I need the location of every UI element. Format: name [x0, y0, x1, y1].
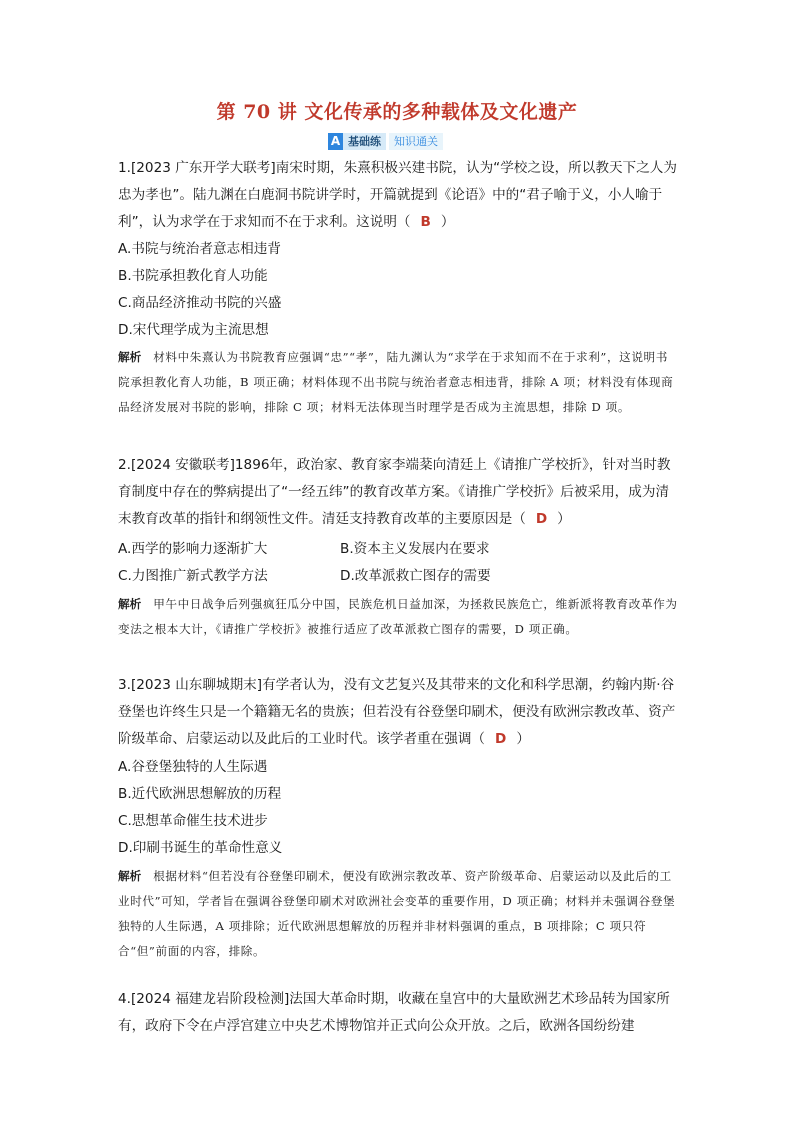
- option-a: A.西学的影响力逐渐扩大: [118, 541, 268, 557]
- explanation-label: 解析: [118, 350, 142, 364]
- question-text: 法国大革命时期，收藏在皇宫中的大量欧洲艺术珍品转为国家所有，政府下令在卢浮宫建立中央艺术博物馆并正式向公众开放。之后，欧洲各国纷纷建: [118, 991, 670, 1034]
- explanation-1: [118, 345, 678, 420]
- option-d: D.印刷书诞生的革命性意义: [118, 840, 283, 856]
- explanation-text: 根据材料“但若没有谷登堡印刷术，便没有欧洲宗教改革、资产阶级革命、启蒙运动以及此后的工业时代”可知，学者旨在强调谷登堡印刷术对欧洲社会变革的重要作用，D 项正确；材料并未强调谷登堡独特的人生际遇，A 项排除；近代欧洲思想解放的历程并非材料强调的重点，B 项排除；C 项只符合“但”前面的内容，排除。: [118, 869, 676, 958]
- badge-label-knowledge: 知识通关: [389, 133, 443, 150]
- answer: D: [535, 511, 548, 527]
- question-number: 4.: [118, 991, 131, 1007]
- explanation-label: 解析: [118, 597, 142, 611]
- question-source: [2024 福建龙岩阶段检测]: [130, 991, 290, 1007]
- explanation-text: 材料中朱熹认为书院教育应强调“忠”“孝”，陆九渊认为“求学在于求知而不在于求利”，这说明书院承担教化育人功能，B 项正确；材料体现不出书院与统治者意志相违背，排除 A 项；材料没有体现商品经济发展对书院的影响，排除 C 项；材料无法体现当时理学是否成为主流思想，排除 D 项。: [118, 350, 674, 414]
- question-text: 南宋时期，朱熹积极兴建书院，认为“学校之设，所以教天下之人为忠为孝也”。陆九渊在白鹿洞书院讲学时，开篇就提到《论语》中的“君子喻于义，小人喻于利”，认为求学在于求知而不在于求利。这说明（: [118, 160, 677, 230]
- question-3: 3.[2023 山东聊城期末]有学者认为，没有文艺复兴及其带来的文化和科学思潮，约翰内斯·谷登堡也许终生只是一个籍籍无名的贵族；但若没有谷登堡印刷术，便没有欧洲宗教改革、资产阶级革命、启蒙运动以及此后的工业时代。该学者重在强调（ D ）: [118, 677, 676, 747]
- explanation-label: 解析: [118, 869, 142, 883]
- option-c: C.力图推广新式教学方法: [118, 568, 268, 584]
- question-1: 1.[2023 广东开学大联考]南宋时期，朱熹积极兴建书院，认为“学校之设，所以教天下之人为忠为孝也”。陆九渊在白鹿洞书院讲学时，开篇就提到《论语》中的“君子喻于义，小人喻于利”，认为求学在于求知而不在于求利。这说明（ B ）: [118, 160, 677, 230]
- question-2: 2.[2024 安徽联考]1896年，政治家、教育家李端棻向清廷上《请推广学校折》，针对当时教育制度中存在的弊病提出了“一经五纬”的教育改革方案。《请推广学校折》后被采用，成为清末教育改革的指针和纲领性文件。清廷支持教育改革的主要原因是（ D ）: [118, 457, 671, 527]
- option-a: A.书院与统治者意志相违背: [118, 241, 281, 257]
- explanation-2: [118, 592, 678, 642]
- question-source: [2023 山东聊城期末]: [130, 677, 263, 693]
- option-b: B.近代欧洲思想解放的历程: [118, 786, 282, 802]
- section-badge: [328, 133, 443, 150]
- question-number: 1.: [118, 160, 131, 176]
- option-c: C.商品经济推动书院的兴盛: [118, 295, 282, 311]
- option-c: C.思想革命催生技术进步: [118, 813, 268, 829]
- option-b: B.资本主义发展内在要求: [340, 541, 490, 557]
- option-a: A.谷登堡独特的人生际遇: [118, 759, 268, 775]
- option-b: B.书院承担教化育人功能: [118, 268, 268, 284]
- answer: B: [420, 214, 431, 230]
- question-number: 3.: [118, 677, 131, 693]
- explanation-3: [118, 864, 678, 964]
- option-d: D.宋代理学成为主流思想: [118, 322, 269, 338]
- question-source: [2024 安徽联考]: [130, 457, 235, 473]
- page-title: 第 70 讲 文化传承的多种载体及文化遗产: [216, 101, 578, 123]
- explanation-text: 甲午中日战争后列强疯狂瓜分中国，民族危机日益加深，为拯救民族危亡，维新派将教育改革作为变法之根本大计，《请推广学校折》被推行适应了改革派救亡图存的需要，D 项正确。: [118, 597, 678, 636]
- badge-letter: A: [328, 133, 343, 150]
- option-d: D.改革派救亡图存的需要: [340, 568, 491, 584]
- answer: D: [495, 731, 507, 747]
- question-number: 2.: [118, 457, 131, 473]
- question-text: 有学者认为，没有文艺复兴及其带来的文化和科学思潮，约翰内斯·谷登堡也许终生只是一个籍籍无名的贵族；但若没有谷登堡印刷术，便没有欧洲宗教改革、资产阶级革命、启蒙运动以及此后的工业时代。该学者重在强调（: [118, 677, 676, 747]
- badge-label-basic: 基础练: [343, 133, 386, 150]
- question-4: [118, 986, 678, 1040]
- question-source: [2023 广东开学大联考]: [130, 160, 276, 176]
- question-text: 1896年，政治家、教育家李端棻向清廷上《请推广学校折》，针对当时教育制度中存在的弊病提出了“一经五纬”的教育改革方案。《请推广学校折》后被采用，成为清末教育改革的指针和纲领性文件。清廷支持教育改革的主要原因是（: [118, 457, 671, 527]
